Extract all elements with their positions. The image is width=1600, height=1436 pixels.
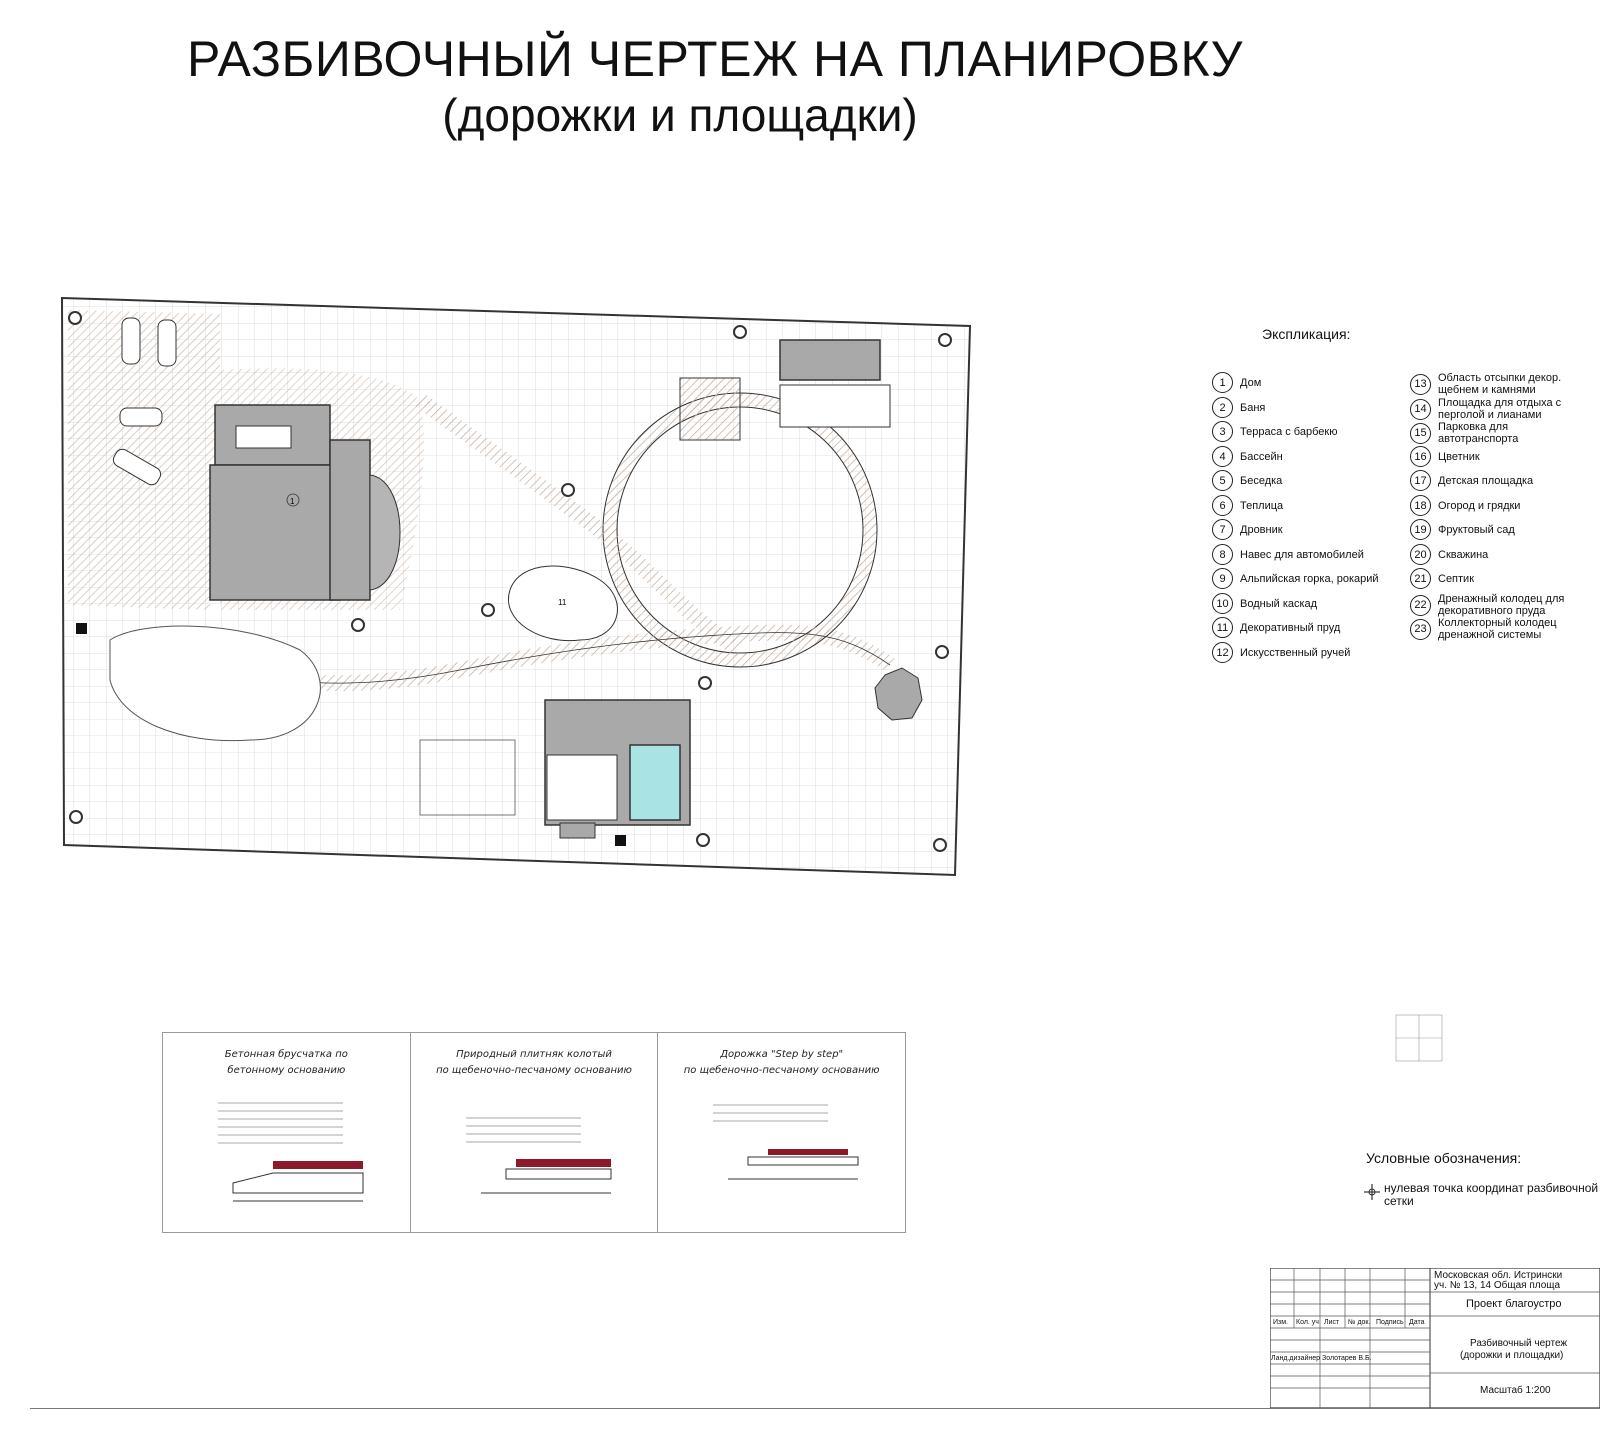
legend-number: 23 — [1410, 619, 1431, 640]
section-step-by-step — [658, 1033, 905, 1232]
legend-label: Баня — [1240, 401, 1266, 414]
legend-label: Коллекторный колодец дренажной системы — [1438, 617, 1557, 641]
legend-label: Цветник — [1438, 450, 1480, 463]
legend-label: Огород и грядки — [1438, 499, 1521, 512]
legend-number: 13 — [1410, 374, 1431, 395]
section-diagram — [411, 1033, 657, 1232]
legend-item — [1410, 421, 1588, 445]
grid-scale-legend — [1386, 1005, 1456, 1075]
section-diagram — [658, 1033, 904, 1232]
stamp-project: Проект благоустро — [1466, 1298, 1562, 1310]
legend-label: Септик — [1438, 572, 1475, 585]
drawing-title: РАЗБИВОЧНЫЙ ЧЕРТЕЖ НА ПЛАНИРОВКУ — [187, 31, 1243, 87]
section-diagram — [163, 1033, 409, 1232]
legend-item — [1212, 446, 1390, 467]
legend-label: Бассейн — [1240, 450, 1283, 463]
legend-number: 21 — [1410, 568, 1431, 589]
legend-label: Детская площадка — [1438, 474, 1534, 487]
stamp-drawing-2: (дорожки и площадки) — [1460, 1350, 1564, 1361]
legend-label: Парковка для автотранспорта — [1438, 421, 1519, 445]
legend-label: Область отсыпки декор. щебнем и камнями — [1438, 372, 1562, 396]
legend-number: 2 — [1212, 397, 1233, 418]
legend-label: Дровник — [1240, 523, 1283, 536]
legend-number: 20 — [1410, 544, 1431, 565]
legend-number: 19 — [1410, 519, 1431, 540]
stamp-drawing-1: Разбивочный чертеж — [1470, 1338, 1568, 1349]
legend-number: 9 — [1212, 568, 1233, 589]
section-concrete-paver — [163, 1033, 411, 1232]
legend-item — [1410, 617, 1588, 641]
legend-number: 4 — [1212, 446, 1233, 467]
legend-number: 5 — [1212, 470, 1233, 491]
svg-text:1: 1 — [290, 497, 295, 506]
legend-item — [1410, 568, 1588, 589]
legend-number: 6 — [1212, 495, 1233, 516]
col-date: Дата — [1409, 1319, 1425, 1326]
legend-item — [1212, 372, 1390, 393]
legend-item — [1410, 495, 1588, 516]
legend-item — [1410, 372, 1588, 396]
legend-item — [1410, 593, 1588, 617]
col-list: Лист — [1324, 1319, 1340, 1326]
legend-item — [1212, 421, 1390, 442]
legend-label: Дренажный колодец для декоративного пруда — [1438, 593, 1565, 617]
legend-item — [1212, 617, 1390, 638]
col-sign: Подпись — [1376, 1319, 1404, 1326]
legend-number: 11 — [1212, 617, 1233, 638]
section-natural-stone — [411, 1033, 659, 1232]
legend-item — [1410, 446, 1588, 467]
legend-label: Искусственный ручей — [1240, 646, 1351, 659]
legend-label: Беседка — [1240, 474, 1283, 487]
legend-item — [1212, 544, 1390, 565]
legend-label: Альпийская горка, рокарий — [1240, 572, 1379, 585]
bathhouse-complex — [545, 700, 690, 838]
section-title: Бетонная брусчатка по бетонному основанию — [224, 1049, 348, 1076]
col-izm: Изм. — [1273, 1319, 1288, 1326]
drawing-subtitle: (дорожки и площадки) — [442, 89, 918, 141]
legend-number: 7 — [1212, 519, 1233, 540]
legend-label: Скважина — [1438, 548, 1489, 561]
legend-number: 15 — [1410, 423, 1431, 444]
legend-label: Терраса с барбекю — [1240, 425, 1338, 438]
legend-item — [1410, 470, 1588, 491]
legend-number: 17 — [1410, 470, 1431, 491]
designer-name: Золотарев В.Б. — [1322, 1355, 1372, 1362]
col-doc: № док. — [1348, 1319, 1371, 1326]
legend-label: Декоративный пруд — [1240, 621, 1341, 634]
conventions-label: нулевая точка координат разбивочной сетки — [1384, 1181, 1599, 1208]
legend-item — [1212, 495, 1390, 516]
paving-sections — [162, 1032, 906, 1233]
legend-label: Фруктовый сад — [1438, 523, 1515, 536]
legend-label: Водный каскад — [1240, 597, 1318, 610]
legend-number: 22 — [1410, 595, 1431, 616]
bottom-rule — [30, 1408, 1600, 1409]
col-kol: Кол. уч — [1296, 1319, 1319, 1326]
legend-number: 14 — [1410, 399, 1431, 420]
legend-number: 12 — [1212, 642, 1233, 663]
stamp-scale: Масштаб 1:200 — [1480, 1385, 1551, 1396]
legend-item — [1212, 568, 1390, 589]
legend-item — [1410, 519, 1588, 540]
legend-label: Теплица — [1240, 499, 1284, 512]
zero-point-icon — [1364, 1184, 1380, 1200]
legend-item — [1212, 470, 1390, 491]
conventions-title: Условные обозначения: — [1366, 1150, 1522, 1166]
legend-item — [1212, 397, 1390, 418]
legend-number: 18 — [1410, 495, 1431, 516]
section-title: Природный плитняк колотый по щебеночно-песчаному основанию — [436, 1049, 632, 1076]
svg-text:11: 11 — [558, 598, 567, 607]
stamp-address-2: уч. № 13, 14 Общая площа — [1434, 1280, 1561, 1291]
legend-number: 1 — [1212, 372, 1233, 393]
legend-item — [1410, 397, 1588, 421]
title-block — [1270, 1268, 1600, 1408]
legend-number: 3 — [1212, 421, 1233, 442]
explication-title: Экспликация: — [1262, 326, 1351, 342]
driveway-area — [68, 310, 220, 610]
section-title: Дорожка "Step by step" по щебеночно-песчаному основанию — [683, 1049, 880, 1076]
legend-item — [1212, 593, 1390, 614]
designer-role: Ланд.дизайнер — [1271, 1355, 1321, 1362]
legend-item — [1410, 544, 1588, 565]
legend-label: Дом — [1240, 376, 1262, 389]
legend-number: 10 — [1212, 593, 1233, 614]
site-plan — [40, 290, 980, 890]
legend-number: 8 — [1212, 544, 1233, 565]
stamp-address-1: Московская обл. Истрински — [1434, 1270, 1563, 1281]
legend-item — [1212, 642, 1390, 663]
legend-label: Площадка для отдыха с перголой и лианами — [1438, 397, 1562, 421]
legend-item — [1212, 519, 1390, 540]
legend-number: 16 — [1410, 446, 1431, 467]
legend-label: Навес для автомобилей — [1240, 548, 1364, 561]
